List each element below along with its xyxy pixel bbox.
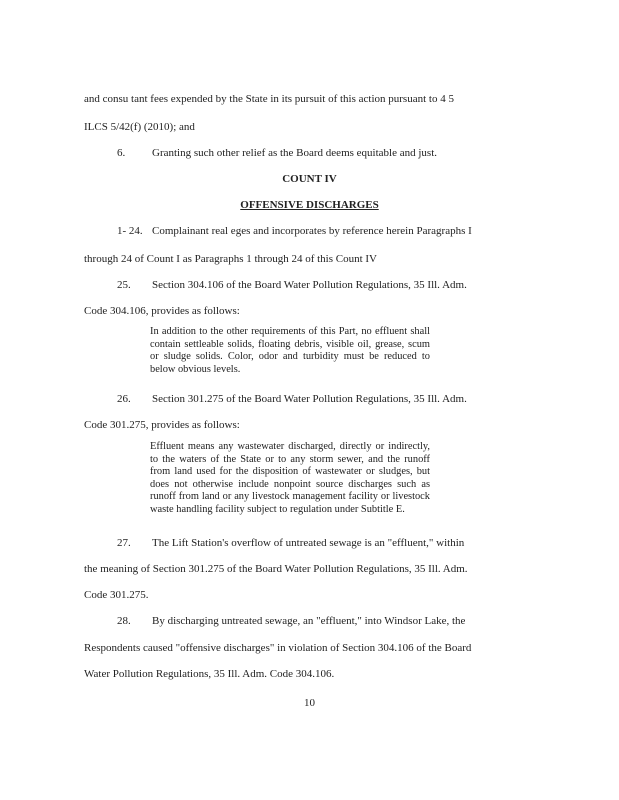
paragraph-text: Section 301.275 of the Board Water Pollution Regulations, 35 Ill. Adm. <box>152 393 467 405</box>
paragraph-continuation: Code 301.275, provides as follows: <box>84 419 240 431</box>
paragraph-text: Section 304.106 of the Board Water Pollution Regulations, 35 Ill. Adm. <box>152 279 467 291</box>
paragraph-number: 27. <box>117 537 131 549</box>
paragraph-continuation: Respondents caused "offensive discharges" in violation of Section 304.106 of the Board <box>84 642 472 654</box>
count-subheading: OFFENSIVE DISCHARGES <box>240 199 379 211</box>
paragraph-text: Complainant real eges and incorporates by reference herein Paragraphs I <box>152 225 472 237</box>
paragraph-continuation: Water Pollution Regulations, 35 Ill. Adm. Code 304.106. <box>84 668 335 680</box>
count-heading: COUNT IV <box>282 173 337 185</box>
item-text: Granting such other relief as the Board deems equitable and just. <box>152 147 437 159</box>
text-line: ILCS 5/42(f) (2010); and <box>84 121 195 133</box>
page-number: 10 <box>304 697 315 709</box>
paragraph-number: 25. <box>117 279 131 291</box>
block-quote: Effluent means any wastewater discharged, directly or indirectly, to the waters of the State or to any storm sewer, and the runoff from land used for the disposition of wastewater or sludges, but does not otherwise include nonpoint source discharges such as runoff from land or any livestock management facility or livestock waste handling facility subject to regulation under Subtitle E. <box>150 441 430 515</box>
paragraph-number: 1- 24. <box>117 225 143 237</box>
paragraph-text: By discharging untreated sewage, an "effluent," into Windsor Lake, the <box>152 615 466 627</box>
item-number: 6. <box>117 147 126 159</box>
paragraph-number: 28. <box>117 615 131 627</box>
block-quote: In addition to the other requirements of this Part, no effluent shall contain settleable solids, floating debris, visible oil, grease, scum or sludge solids. Color, odor and turbidity must be reduced to below obvious levels. <box>150 326 430 375</box>
paragraph-continuation: the meaning of Section 301.275 of the Board Water Pollution Regulations, 35 Ill. Adm. <box>84 563 468 575</box>
text-line: and consu tant fees expended by the State in its pursuit of this action pursuant to 4 5 <box>84 93 454 105</box>
paragraph-continuation: Code 301.275. <box>84 589 149 601</box>
paragraph-continuation: through 24 of Count I as Paragraphs 1 through 24 of this Count IV <box>84 253 377 265</box>
paragraph-text: The Lift Station's overflow of untreated sewage is an "effluent," within <box>152 537 465 549</box>
paragraph-number: 26. <box>117 393 131 405</box>
paragraph-continuation: Code 304.106, provides as follows: <box>84 305 240 317</box>
